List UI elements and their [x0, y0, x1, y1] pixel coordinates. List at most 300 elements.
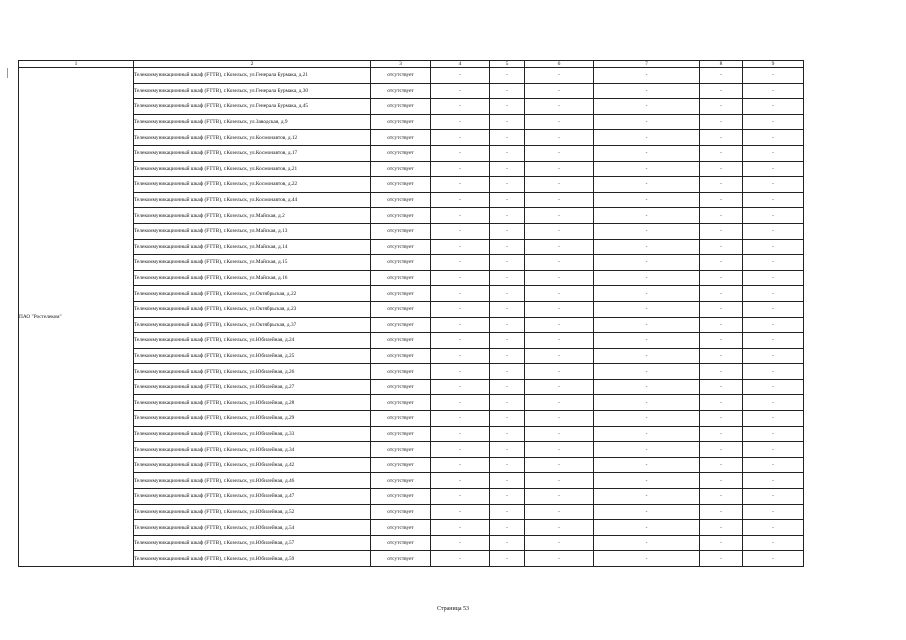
value-cell-7: - — [594, 114, 700, 130]
table-row — [19, 83, 804, 99]
value-cell-4: - — [431, 395, 490, 411]
value-cell-6: - — [525, 348, 594, 364]
value-cell-9: - — [743, 395, 804, 411]
value-cell-6: - — [525, 457, 594, 473]
table-row — [19, 223, 804, 239]
object-cell: Телекоммуникационный шкаф (FTTB), г.Козельск, ул.Юбилейная, д.42 — [134, 457, 371, 473]
table-row — [19, 411, 804, 427]
value-cell-8: - — [700, 301, 743, 317]
status-cell: отсутствует — [371, 83, 431, 99]
status-cell: отсутствует — [371, 317, 431, 333]
value-cell-6: - — [525, 255, 594, 271]
status-cell: отсутствует — [371, 379, 431, 395]
object-cell: Телекоммуникационный шкаф (FTTB), г.Козельск, ул.Октябрьская, д.37 — [134, 317, 371, 333]
object-cell: Телекоммуникационный шкаф (FTTB), г.Козельск, ул.Юбилейная, д.52 — [134, 504, 371, 520]
value-cell-6: - — [525, 395, 594, 411]
table-row — [19, 192, 804, 208]
value-cell-7: - — [594, 457, 700, 473]
table-row — [19, 114, 804, 130]
status-cell: отсутствует — [371, 411, 431, 427]
value-cell-8: - — [700, 145, 743, 161]
value-cell-9: - — [743, 83, 804, 99]
status-cell: отсутствует — [371, 348, 431, 364]
value-cell-4: - — [431, 145, 490, 161]
value-cell-4: - — [431, 114, 490, 130]
col-number: 4 — [431, 61, 490, 68]
value-cell-8: - — [700, 489, 743, 505]
table-row — [19, 99, 804, 115]
value-cell-6: - — [525, 177, 594, 193]
value-cell-5: - — [490, 426, 525, 442]
value-cell-5: - — [490, 551, 525, 567]
value-cell-6: - — [525, 270, 594, 286]
value-cell-7: - — [594, 426, 700, 442]
value-cell-9: - — [743, 130, 804, 146]
value-cell-7: - — [594, 145, 700, 161]
status-cell: отсутствует — [371, 364, 431, 380]
value-cell-4: - — [431, 442, 490, 458]
value-cell-8: - — [700, 270, 743, 286]
value-cell-5: - — [490, 520, 525, 536]
value-cell-5: - — [490, 83, 525, 99]
value-cell-5: - — [490, 114, 525, 130]
object-cell: Телекоммуникационный шкаф (FTTB), г.Козельск, ул.Космонавтов, д.22 — [134, 177, 371, 193]
value-cell-4: - — [431, 223, 490, 239]
object-cell: Телекоммуникационный шкаф (FTTB), г.Козельск, ул.Юбилейная, д.34 — [134, 442, 371, 458]
value-cell-4: - — [431, 130, 490, 146]
value-cell-9: - — [743, 114, 804, 130]
value-cell-9: - — [743, 145, 804, 161]
status-cell: отсутствует — [371, 145, 431, 161]
object-cell: Телекоммуникационный шкаф (FTTB), г.Козельск, ул.Юбилейная, д.59 — [134, 551, 371, 567]
value-cell-5: - — [490, 379, 525, 395]
status-cell: отсутствует — [371, 520, 431, 536]
table-row — [19, 504, 804, 520]
table-row — [19, 208, 804, 224]
value-cell-8: - — [700, 333, 743, 349]
table-row — [19, 286, 804, 302]
status-cell: отсутствует — [371, 489, 431, 505]
value-cell-6: - — [525, 379, 594, 395]
object-cell: Телекоммуникационный шкаф (FTTB), г.Козельск, ул.Майская, д.13 — [134, 223, 371, 239]
value-cell-9: - — [743, 504, 804, 520]
value-cell-6: - — [525, 301, 594, 317]
value-cell-4: - — [431, 333, 490, 349]
object-cell: Телекоммуникационный шкаф (FTTB), г.Козельск, ул.Юбилейная, д.28 — [134, 395, 371, 411]
value-cell-9: - — [743, 473, 804, 489]
value-cell-6: - — [525, 223, 594, 239]
value-cell-8: - — [700, 364, 743, 380]
object-cell: Телекоммуникационный шкаф (FTTB), г.Козельск, ул.Октябрьская, д.22 — [134, 286, 371, 302]
value-cell-4: - — [431, 68, 490, 84]
value-cell-9: - — [743, 192, 804, 208]
value-cell-7: - — [594, 333, 700, 349]
value-cell-8: - — [700, 255, 743, 271]
value-cell-4: - — [431, 239, 490, 255]
value-cell-7: - — [594, 348, 700, 364]
col-number: 3 — [371, 61, 431, 68]
value-cell-8: - — [700, 457, 743, 473]
status-cell: отсутствует — [371, 208, 431, 224]
value-cell-4: - — [431, 411, 490, 427]
object-cell: Телекоммуникационный шкаф (FTTB), г.Козельск, ул.Генерала Бурмака, д.21 — [134, 68, 371, 84]
object-cell: Телекоммуникационный шкаф (FTTB), г.Козельск, ул.Космонавтов, д.12 — [134, 130, 371, 146]
value-cell-6: - — [525, 130, 594, 146]
value-cell-8: - — [700, 317, 743, 333]
status-cell: отсутствует — [371, 223, 431, 239]
value-cell-7: - — [594, 535, 700, 551]
value-cell-5: - — [490, 99, 525, 115]
value-cell-5: - — [490, 239, 525, 255]
value-cell-7: - — [594, 177, 700, 193]
value-cell-4: - — [431, 192, 490, 208]
table-row — [19, 379, 804, 395]
value-cell-5: - — [490, 68, 525, 84]
value-cell-9: - — [743, 301, 804, 317]
value-cell-7: - — [594, 208, 700, 224]
value-cell-8: - — [700, 239, 743, 255]
value-cell-9: - — [743, 223, 804, 239]
value-cell-9: - — [743, 379, 804, 395]
status-cell: отсутствует — [371, 301, 431, 317]
value-cell-4: - — [431, 551, 490, 567]
table-row — [19, 457, 804, 473]
col-number: 1 — [19, 61, 134, 68]
object-cell: Телекоммуникационный шкаф (FTTB), г.Козельск, ул.Юбилейная, д.57 — [134, 535, 371, 551]
table-row — [19, 68, 804, 84]
value-cell-5: - — [490, 161, 525, 177]
value-cell-9: - — [743, 489, 804, 505]
value-cell-9: - — [743, 442, 804, 458]
value-cell-6: - — [525, 364, 594, 380]
value-cell-5: - — [490, 442, 525, 458]
value-cell-5: - — [490, 457, 525, 473]
value-cell-8: - — [700, 473, 743, 489]
value-cell-9: - — [743, 255, 804, 271]
value-cell-9: - — [743, 161, 804, 177]
value-cell-8: - — [700, 83, 743, 99]
value-cell-7: - — [594, 192, 700, 208]
value-cell-4: - — [431, 301, 490, 317]
table-row — [19, 395, 804, 411]
status-cell: отсутствует — [371, 535, 431, 551]
value-cell-6: - — [525, 442, 594, 458]
object-cell: Телекоммуникационный шкаф (FTTB), г.Козельск, ул.Космонавтов, д.17 — [134, 145, 371, 161]
value-cell-8: - — [700, 520, 743, 536]
object-cell: Телекоммуникационный шкаф (FTTB), г.Козельск, ул.Генерала Бурмака, д.30 — [134, 83, 371, 99]
status-cell: отсутствует — [371, 270, 431, 286]
status-cell: отсутствует — [371, 457, 431, 473]
value-cell-8: - — [700, 192, 743, 208]
col-number: 5 — [490, 61, 525, 68]
table-row — [19, 255, 804, 271]
value-cell-9: - — [743, 99, 804, 115]
value-cell-9: - — [743, 457, 804, 473]
status-cell: отсутствует — [371, 473, 431, 489]
col-number: 9 — [743, 61, 804, 68]
value-cell-8: - — [700, 411, 743, 427]
organization-cell: ПАО "Ростелеком" — [19, 68, 134, 567]
value-cell-7: - — [594, 364, 700, 380]
value-cell-5: - — [490, 411, 525, 427]
table-row — [19, 130, 804, 146]
value-cell-7: - — [594, 83, 700, 99]
table-row — [19, 177, 804, 193]
value-cell-9: - — [743, 286, 804, 302]
value-cell-7: - — [594, 130, 700, 146]
value-cell-4: - — [431, 535, 490, 551]
value-cell-7: - — [594, 68, 700, 84]
value-cell-4: - — [431, 208, 490, 224]
value-cell-6: - — [525, 426, 594, 442]
status-cell: отсутствует — [371, 177, 431, 193]
value-cell-7: - — [594, 286, 700, 302]
value-cell-4: - — [431, 83, 490, 99]
value-cell-8: - — [700, 130, 743, 146]
status-cell: отсутствует — [371, 130, 431, 146]
col-number: 2 — [134, 61, 371, 68]
value-cell-7: - — [594, 442, 700, 458]
value-cell-5: - — [490, 145, 525, 161]
object-cell: Телекоммуникационный шкаф (FTTB), г.Козельск, ул.Генерала Бурмака, д.45 — [134, 99, 371, 115]
value-cell-7: - — [594, 411, 700, 427]
object-cell: Телекоммуникационный шкаф (FTTB), г.Козельск, ул.Космонавтов, д.21 — [134, 161, 371, 177]
value-cell-5: - — [490, 348, 525, 364]
object-cell: Телекоммуникационный шкаф (FTTB), г.Козельск, ул.Майская, д.16 — [134, 270, 371, 286]
scan-mark — [7, 68, 8, 78]
table-row — [19, 551, 804, 567]
value-cell-7: - — [594, 161, 700, 177]
col-number: 7 — [594, 61, 700, 68]
object-cell: Телекоммуникационный шкаф (FTTB), г.Козельск, ул.Юбилейная, д.46 — [134, 473, 371, 489]
value-cell-6: - — [525, 161, 594, 177]
object-cell: Телекоммуникационный шкаф (FTTB), г.Козельск, ул.Юбилейная, д.24 — [134, 333, 371, 349]
value-cell-8: - — [700, 395, 743, 411]
value-cell-9: - — [743, 177, 804, 193]
value-cell-4: - — [431, 317, 490, 333]
table-row — [19, 535, 804, 551]
value-cell-5: - — [490, 255, 525, 271]
value-cell-4: - — [431, 489, 490, 505]
value-cell-4: - — [431, 426, 490, 442]
table-row — [19, 161, 804, 177]
value-cell-5: - — [490, 130, 525, 146]
object-cell: Телекоммуникационный шкаф (FTTB), г.Козельск, ул.Майская, д.2 — [134, 208, 371, 224]
status-cell: отсутствует — [371, 504, 431, 520]
value-cell-9: - — [743, 348, 804, 364]
value-cell-7: - — [594, 301, 700, 317]
value-cell-8: - — [700, 177, 743, 193]
value-cell-9: - — [743, 208, 804, 224]
table-row — [19, 270, 804, 286]
value-cell-9: - — [743, 535, 804, 551]
value-cell-7: - — [594, 473, 700, 489]
status-cell: отсутствует — [371, 286, 431, 302]
value-cell-4: - — [431, 457, 490, 473]
value-cell-6: - — [525, 83, 594, 99]
value-cell-5: - — [490, 208, 525, 224]
col-number: 6 — [525, 61, 594, 68]
object-cell: Телекоммуникационный шкаф (FTTB), г.Козельск, ул.Майская, д.15 — [134, 255, 371, 271]
table-row — [19, 317, 804, 333]
value-cell-7: - — [594, 504, 700, 520]
value-cell-4: - — [431, 286, 490, 302]
register-table — [18, 60, 804, 567]
value-cell-9: - — [743, 239, 804, 255]
status-cell: отсутствует — [371, 333, 431, 349]
value-cell-8: - — [700, 223, 743, 239]
value-cell-4: - — [431, 161, 490, 177]
object-cell: Телекоммуникационный шкаф (FTTB), г.Козельск, ул.Юбилейная, д.33 — [134, 426, 371, 442]
value-cell-5: - — [490, 301, 525, 317]
value-cell-6: - — [525, 208, 594, 224]
value-cell-6: - — [525, 473, 594, 489]
value-cell-8: - — [700, 286, 743, 302]
table-row — [19, 442, 804, 458]
table-row — [19, 473, 804, 489]
value-cell-8: - — [700, 208, 743, 224]
status-cell: отсутствует — [371, 426, 431, 442]
object-cell: Телекоммуникационный шкаф (FTTB), г.Козельск, ул.Заводская, д.9 — [134, 114, 371, 130]
value-cell-8: - — [700, 426, 743, 442]
object-cell: Телекоммуникационный шкаф (FTTB), г.Козельск, ул.Майская, д.14 — [134, 239, 371, 255]
status-cell: отсутствует — [371, 68, 431, 84]
value-cell-4: - — [431, 270, 490, 286]
value-cell-8: - — [700, 99, 743, 115]
value-cell-4: - — [431, 177, 490, 193]
status-cell: отсутствует — [371, 114, 431, 130]
value-cell-8: - — [700, 442, 743, 458]
value-cell-5: - — [490, 177, 525, 193]
status-cell: отсутствует — [371, 161, 431, 177]
status-cell: отсутствует — [371, 395, 431, 411]
value-cell-7: - — [594, 551, 700, 567]
value-cell-5: - — [490, 395, 525, 411]
table-row — [19, 520, 804, 536]
value-cell-5: - — [490, 504, 525, 520]
table-row — [19, 426, 804, 442]
value-cell-6: - — [525, 551, 594, 567]
value-cell-5: - — [490, 317, 525, 333]
page-number: Страница 53 — [436, 606, 470, 612]
object-cell: Телекоммуникационный шкаф (FTTB), г.Козельск, ул.Юбилейная, д.27 — [134, 379, 371, 395]
object-cell: Телекоммуникационный шкаф (FTTB), г.Козельск, ул.Юбилейная, д.54 — [134, 520, 371, 536]
value-cell-8: - — [700, 535, 743, 551]
object-cell: Телекоммуникационный шкаф (FTTB), г.Козельск, ул.Октябрьская, д.23 — [134, 301, 371, 317]
value-cell-6: - — [525, 520, 594, 536]
value-cell-8: - — [700, 114, 743, 130]
table-row — [19, 348, 804, 364]
value-cell-5: - — [490, 333, 525, 349]
value-cell-9: - — [743, 551, 804, 567]
value-cell-9: - — [743, 317, 804, 333]
value-cell-6: - — [525, 489, 594, 505]
value-cell-6: - — [525, 192, 594, 208]
object-cell: Телекоммуникационный шкаф (FTTB), г.Козельск, ул.Космонавтов, д.44 — [134, 192, 371, 208]
value-cell-8: - — [700, 161, 743, 177]
value-cell-7: - — [594, 379, 700, 395]
value-cell-6: - — [525, 99, 594, 115]
value-cell-7: - — [594, 99, 700, 115]
value-cell-6: - — [525, 504, 594, 520]
status-cell: отсутствует — [371, 255, 431, 271]
status-cell: отсутствует — [371, 442, 431, 458]
value-cell-7: - — [594, 395, 700, 411]
value-cell-6: - — [525, 286, 594, 302]
value-cell-7: - — [594, 223, 700, 239]
object-cell: Телекоммуникационный шкаф (FTTB), г.Козельск, ул.Юбилейная, д.29 — [134, 411, 371, 427]
table-row — [19, 364, 804, 380]
value-cell-8: - — [700, 504, 743, 520]
value-cell-7: - — [594, 317, 700, 333]
value-cell-5: - — [490, 270, 525, 286]
value-cell-5: - — [490, 192, 525, 208]
value-cell-6: - — [525, 114, 594, 130]
value-cell-9: - — [743, 270, 804, 286]
value-cell-4: - — [431, 520, 490, 536]
status-cell: отсутствует — [371, 239, 431, 255]
value-cell-7: - — [594, 489, 700, 505]
value-cell-8: - — [700, 379, 743, 395]
col-number: 8 — [700, 61, 743, 68]
value-cell-5: - — [490, 223, 525, 239]
table-row — [19, 489, 804, 505]
value-cell-9: - — [743, 333, 804, 349]
value-cell-9: - — [743, 426, 804, 442]
value-cell-5: - — [490, 535, 525, 551]
value-cell-9: - — [743, 364, 804, 380]
value-cell-6: - — [525, 317, 594, 333]
value-cell-5: - — [490, 364, 525, 380]
value-cell-8: - — [700, 551, 743, 567]
value-cell-7: - — [594, 255, 700, 271]
value-cell-8: - — [700, 68, 743, 84]
value-cell-4: - — [431, 255, 490, 271]
value-cell-6: - — [525, 411, 594, 427]
object-cell: Телекоммуникационный шкаф (FTTB), г.Козельск, ул.Юбилейная, д.47 — [134, 489, 371, 505]
value-cell-4: - — [431, 364, 490, 380]
table-row — [19, 333, 804, 349]
status-cell: отсутствует — [371, 551, 431, 567]
value-cell-8: - — [700, 348, 743, 364]
column-number-row — [19, 61, 804, 68]
value-cell-9: - — [743, 520, 804, 536]
value-cell-5: - — [490, 286, 525, 302]
status-cell: отсутствует — [371, 99, 431, 115]
value-cell-7: - — [594, 270, 700, 286]
value-cell-6: - — [525, 333, 594, 349]
value-cell-4: - — [431, 473, 490, 489]
value-cell-4: - — [431, 379, 490, 395]
register-sheet — [18, 60, 804, 567]
value-cell-6: - — [525, 145, 594, 161]
value-cell-9: - — [743, 411, 804, 427]
value-cell-7: - — [594, 239, 700, 255]
table-row — [19, 239, 804, 255]
value-cell-4: - — [431, 348, 490, 364]
value-cell-4: - — [431, 99, 490, 115]
value-cell-6: - — [525, 535, 594, 551]
object-cell: Телекоммуникационный шкаф (FTTB), г.Козельск, ул.Юбилейная, д.26 — [134, 364, 371, 380]
value-cell-9: - — [743, 68, 804, 84]
value-cell-6: - — [525, 239, 594, 255]
status-cell: отсутствует — [371, 192, 431, 208]
value-cell-6: - — [525, 68, 594, 84]
table-row — [19, 301, 804, 317]
object-cell: Телекоммуникационный шкаф (FTTB), г.Козельск, ул.Юбилейная, д.25 — [134, 348, 371, 364]
value-cell-5: - — [490, 489, 525, 505]
value-cell-5: - — [490, 473, 525, 489]
